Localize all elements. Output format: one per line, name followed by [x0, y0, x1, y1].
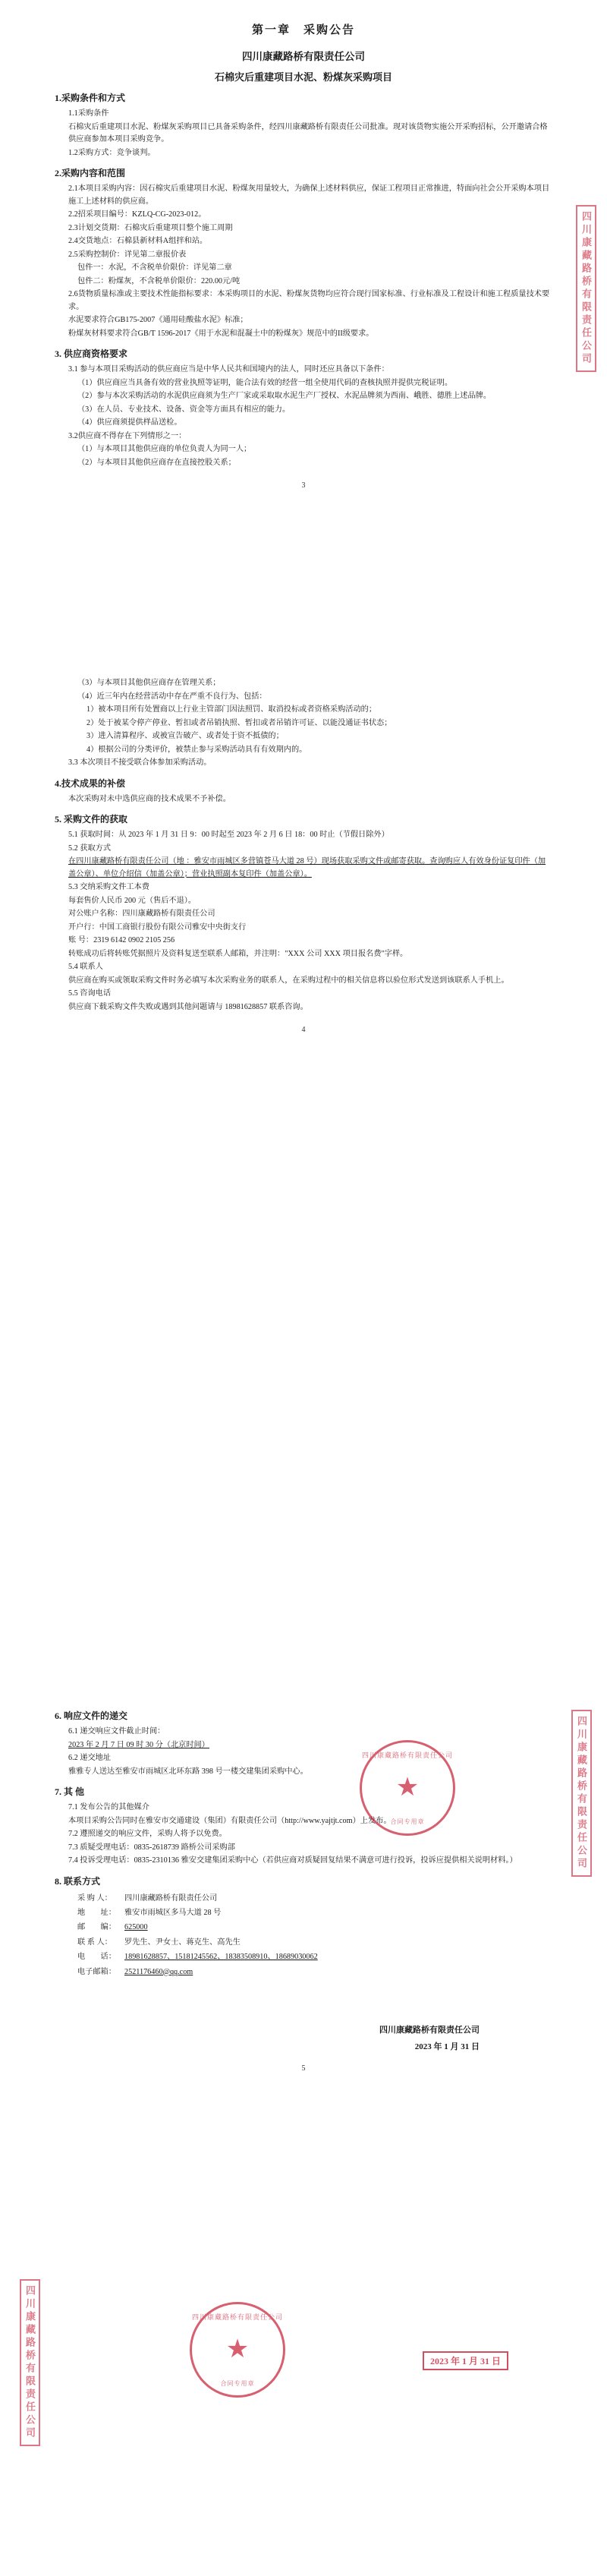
page-number: 5 [301, 2064, 306, 2073]
chapter-title: 第一章 采购公告 [251, 24, 355, 36]
paragraph: 3.2供应商不得存在下列情形之一： [68, 431, 187, 440]
section-heading-contact: 8. 联系方式 [55, 1875, 101, 1887]
seal-bottom-text: 合同专用章 [220, 2380, 255, 2387]
paragraph: 3.3 本次项目不接受联合体参加采购活动。 [68, 758, 212, 768]
paragraph: （4）供应商须提供样品送检。 [77, 418, 182, 427]
side-seal-stamp: 四川康藏路桥有限责任公司 [571, 1710, 592, 1877]
paragraph: 5.3 交纳采购文件工本费 [68, 883, 149, 892]
paragraph: 6.2 递交地址 [68, 1754, 112, 1763]
paragraph: 账 号：2319 6142 0902 2105 256 [68, 936, 175, 945]
contact-row-postcode [55, 1920, 552, 1934]
section-heading-response-submission: 6. 响应文件的递交 [55, 1711, 128, 1721]
paragraph: （1）与本项目其他供应商的单位负责人为同一人； [77, 445, 252, 454]
paragraph: 本次采购对未中选供应商的技术成果不予补偿。 [68, 794, 231, 803]
paragraph: 在四川康藏路桥有限责任公司（地 ：雅安市雨城区多营镇苍马大道 28 号）现场获取采购文件或邮寄获取。查询购应人有效身份证复印件（加盖公章）、单位介绍信（加盖公章）；营业执照副本复印件（加盖公章）。 [68, 857, 546, 878]
page-number: 3 [301, 481, 306, 490]
seal-top-text: 四川康藏路桥有限责任公司 [362, 1751, 454, 1759]
paragraph: 5.1 获取时间：从 2023 年 1 月 31 日 9：00 时起至 2023 年 2 月 6 日 18：00 时止（节假日除外） [68, 831, 389, 840]
section-heading-others: 7. 其 他 [55, 1786, 85, 1798]
paragraph: 2.5采购控制价：详见第二章报价表 [68, 250, 187, 259]
paragraph: 1）被本项目所有处置商以上行业主管部门因法照罚、取消投标或者资格采购活动的； [86, 705, 377, 714]
seal-bottom-text: 合同专用章 [390, 1818, 425, 1825]
paragraph: 2.4交货地点：石棉县新材料A组拌和站。 [68, 237, 208, 246]
company-round-seal-signature [190, 2302, 285, 2398]
page-gap [0, 1591, 607, 1611]
paragraph: 2023 年 2 月 7 日 09 时 30 分（北京时间） [68, 1740, 209, 1749]
project-title: 石棉灾后重建项目水泥、粉煤灰采购项目 [214, 71, 392, 83]
paragraph: （2）参与本次采购活动的水泥供应商须为生产厂家或采取取水泥生产厂授权、水泥品牌须为西南、峨胜、德胜上述品牌。 [77, 392, 492, 401]
paragraph: 1.1采购条件 [68, 109, 109, 118]
section-heading-purchase-conditions: 1.采购条件和方式 [55, 93, 126, 103]
document-page-4 [0, 642, 607, 1591]
star-icon: ★ [225, 2335, 250, 2363]
contact-label: 邮 编： [77, 1923, 116, 1932]
contact-value: 2521176460@qq.com [124, 1967, 193, 1976]
contact-label: 联 系 人： [77, 1938, 112, 1947]
paragraph: 7.1 发布公告的其他媒介 [68, 1803, 149, 1812]
signature-block [55, 2023, 552, 2052]
page-gap [0, 623, 607, 642]
paragraph: （3）在人员、专业技术、设备、资金等方面具有相应的能力。 [77, 405, 291, 414]
contact-value: 雅安市雨城区多马大道 28 号 [124, 1909, 222, 1918]
paragraph: 石棉灾后重建项目水泥、粉煤灰采购项目已具备采购条件，经四川康藏路桥有限责任公司批准。现对该货物实施公开采购招标，公开邀请合格供应商参加本项目采购竞争。 [68, 122, 548, 144]
contact-value: 625000 [124, 1923, 148, 1932]
paragraph: 对公账户名称：四川康藏路桥有限责任公司 [68, 910, 215, 919]
section-heading-purchase-scope: 2.采购内容和范围 [55, 168, 126, 179]
signature-company: 四川康藏路桥有限责任公司 [379, 2025, 480, 2035]
paragraph: 1.2采购方式：竞争谈判。 [68, 148, 156, 157]
paragraph: 5.4 联系人 [68, 963, 103, 972]
star-icon: ★ [395, 1774, 420, 1802]
paragraph: 2.3计划交货期：石棉灾后重建项目整个施工周期 [68, 223, 233, 232]
section-heading-tech-compensation: 4.技术成果的补偿 [55, 777, 126, 789]
paragraph: 2）处于被某令停产停业、暂扣或者吊销执照、暂扣或者吊销许可证、以能没通证书状态； [86, 718, 392, 727]
paragraph: 每套售价人民币 200 元（售后不退）。 [68, 896, 197, 905]
paragraph: 本项目采购公告同时在雅安市交通建设（集团）有限责任公司（http://www.yajtjt.com）上发布。 [68, 1816, 392, 1825]
paragraph: 2.2招采项目编号：KZLQ-CG-2023-012。 [68, 210, 206, 219]
paragraph: 转账成功后将转账凭据照片及资料复送至联系人邮箱，并注明："XXX 公司 XXX 项目报名费"字样。 [68, 949, 408, 958]
contact-label: 电子邮箱： [77, 1967, 116, 1976]
paragraph: （3）与本项目其他供应商存在管理关系； [77, 679, 221, 687]
contact-value: 四川康藏路桥有限责任公司 [124, 1893, 218, 1903]
paragraph: 7.3 质疑受理电话：0835-2618739 路桥公司采购部 [68, 1843, 235, 1852]
contact-label: 采 购 人： [77, 1893, 112, 1903]
paragraph: 2.6货物质量标准或主要技术性能指标要求：本采购项目的水泥、粉煤灰货物均应符合现行国家标准、行业标准及工程设计和施工程质量技术要求。 [68, 290, 550, 311]
paragraph: （4）近三年内在经营活动中存在严重不良行为、包括： [77, 692, 267, 701]
paragraph: 雅雅专人送达至雅安市雨城区北环东路 398 号一楼交建集团采购中心。 [68, 1767, 308, 1776]
paragraph: 5.2 获取方式 [68, 843, 112, 853]
paragraph: （1）供应商应当具备有效的营业执照等证明，能合法有效的经营一组全使用代码的查核执照并提供完税证明。 [77, 378, 453, 387]
contact-row-phone [55, 1950, 552, 1964]
paragraph: 7.4 投诉受理电话：0835-2310136 雅安交建集团采购中心（若供应商对质疑回复结果不满意可进行投诉，投诉应提供相关说明材料。） [68, 1856, 517, 1865]
paragraph: 2.1本项目采购内容：因石棉灾后重建项目水泥、粉煤灰用量较大，为确保上述材料供应，保证工程项目正常推进，特面向社会公开采购本项目施工上述材料的供应商。 [68, 184, 550, 206]
side-seal-stamp: 四川康藏路桥有限责任公司 [576, 205, 596, 372]
side-seal-stamp-lower: 四川康藏路桥有限责任公司 [20, 2279, 40, 2446]
paragraph: 7.2 遵照递交的响应文件，采购人将予以免费。 [68, 1830, 227, 1839]
paragraph: 粉煤灰材料要求符合GB/T 1596-2017《用于水泥和混凝土中的粉煤灰》规范中的II级要求。 [68, 329, 374, 338]
section-heading-document-acquisition: 5. 采购文件的获取 [55, 814, 128, 825]
paragraph: 开户行：中国工商银行股份有限公司雅安中央街支行 [68, 922, 247, 932]
paragraph: （2）与本项目其他供应商存在直接控股关系； [77, 458, 236, 467]
contact-value: 罗先生、尹女士、蒋克生、高先生 [124, 1938, 241, 1947]
contact-label: 地 址： [77, 1909, 116, 1918]
paragraph: 包件一：水泥，不含税单价限价：详见第二章 [77, 263, 232, 273]
paragraph: 3.1 参与本项目采购活动的供应商应当是中华人民共和国境内的法人，同时还应具备以下条件： [68, 365, 389, 374]
contact-row-person [55, 1935, 552, 1950]
page-number: 4 [301, 1026, 306, 1035]
paragraph: 供应商下载采购文件失败或遇到其他问题请与 18981628857 联系咨询。 [68, 1002, 308, 1011]
contact-row-address [55, 1906, 552, 1920]
contact-label: 电 话： [77, 1953, 116, 1962]
paragraph: 6.1 递交响应文件截止时间： [68, 1727, 165, 1736]
date-stamp: 2023 年 1 月 31 日 [423, 2351, 508, 2370]
contact-value: 18981628857、15181245562、18383508910、18689030062 [124, 1953, 318, 1962]
contact-row-purchaser [55, 1891, 552, 1906]
contact-row-email [55, 1965, 552, 1979]
section-heading-supplier-qualification: 3. 供应商资格要求 [55, 348, 128, 360]
paragraph: 5.5 咨询电话 [68, 989, 112, 998]
paragraph: 供应商在购买或领取采购文件时务必填写本次采购业务的联系人，在采购过程中的相关信息将以验位形式发送到该联系人手机上。 [68, 976, 509, 985]
document-page-5 [0, 1611, 607, 2552]
paragraph: 水泥要求符合GB175-2007《通用硅酸盐水泥》标准； [68, 316, 248, 325]
organization-title: 四川康藏路桥有限责任公司 [242, 51, 365, 62]
seal-top-text: 四川康藏路桥有限责任公司 [192, 2313, 284, 2321]
paragraph: 包件二：粉煤灰，不含税单价限价：220.00元/吨 [77, 276, 241, 285]
paragraph: 3）进入清算程序、或被宣告破产、或者处于资不抵债的； [86, 732, 284, 741]
paragraph: 4）根据公司的分类评价，被禁止参与采购活动具有有效期内的。 [86, 745, 307, 754]
document-page-3 [0, 0, 607, 623]
signature-date: 2023 年 1 月 31 日 [414, 2042, 480, 2051]
